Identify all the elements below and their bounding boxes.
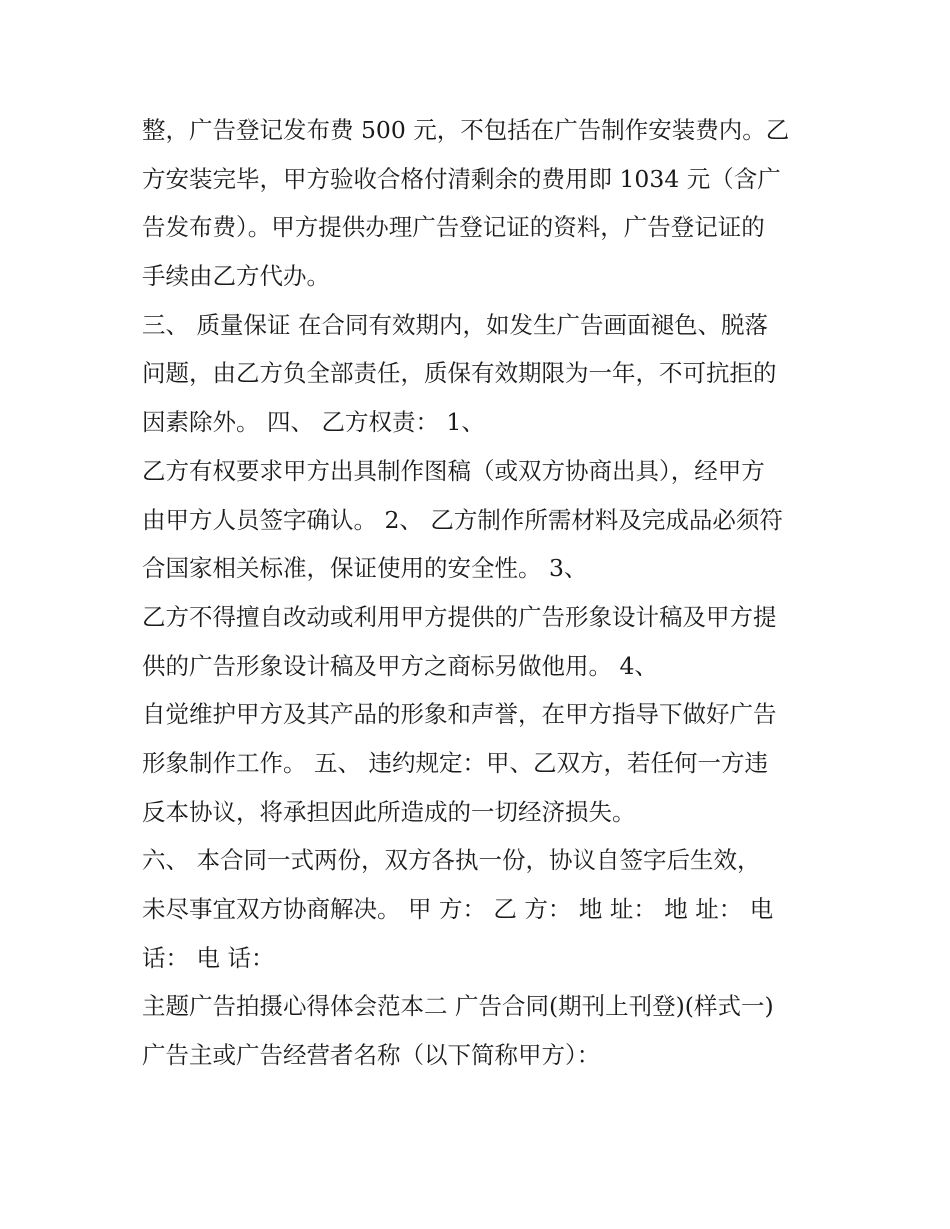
text-line-3: 告发布费）。甲方提供办理广告登记证的资料，广告登记证的 — [142, 213, 765, 242]
text-line-5: 三、 质量保证 在合同有效期内，如发生广告画面褪色、脱落 — [142, 310, 768, 339]
text-line-10: 合国家相关标准，保证使用的安全性。 3、 — [142, 554, 588, 583]
text-line-11: 乙方不得擅自改动或利用甲方提供的广告形象设计稿及甲方提 — [142, 602, 777, 631]
text-line-9: 由甲方人员签字确认。 2、 乙方制作所需材料及完成品必须符 — [142, 505, 783, 534]
text-line-13: 自觉维护甲方及其产品的形象和声誉，在甲方指导下做好广告 — [142, 700, 777, 729]
text-line-19: 主题广告拍摄心得体会范本二 广告合同(期刊上刊登)(样式一) — [142, 992, 774, 1021]
text-line-4: 手续由乙方代办。 — [142, 262, 330, 291]
text-line-1: 整，广告登记发布费 500 元，不包括在广告制作安装费内。乙 — [142, 116, 790, 144]
text-line-6: 问题，由乙方负全部责任，质保有效期限为一年，不可抗拒的 — [142, 359, 777, 388]
text-line-14: 形象制作工作。 五、 违约规定：甲、乙双方，若任何一方违 — [142, 748, 768, 777]
text-line-12: 供的广告形象设计稿及甲方之商标另做他用。 4、 — [142, 651, 658, 680]
text-line-8: 乙方有权要求甲方出具制作图稿（或双方协商出具），经甲方 — [142, 456, 765, 485]
text-line-15: 反本协议，将承担因此所造成的一切经济损失。 — [142, 797, 636, 826]
text-line-16: 六、 本合同一式两份，双方各执一份，协议自签字后生效， — [142, 846, 761, 875]
text-line-18: 话： 电 话： — [142, 943, 275, 972]
text-line-17: 未尽事宜双方协商解决。 甲 方： 乙 方： 地 址： 地 址： 电 — [142, 895, 774, 923]
document-body — [142, 106, 822, 1080]
text-line-2: 方安装完毕，甲方验收合格付清剩余的费用即 1034 元（含广 — [142, 164, 781, 193]
text-line-20: 广告主或广告经营者名称（以下简称甲方）： — [142, 1041, 601, 1070]
text-line-7: 因素除外。 四、 乙方权责： 1、 — [142, 408, 485, 437]
